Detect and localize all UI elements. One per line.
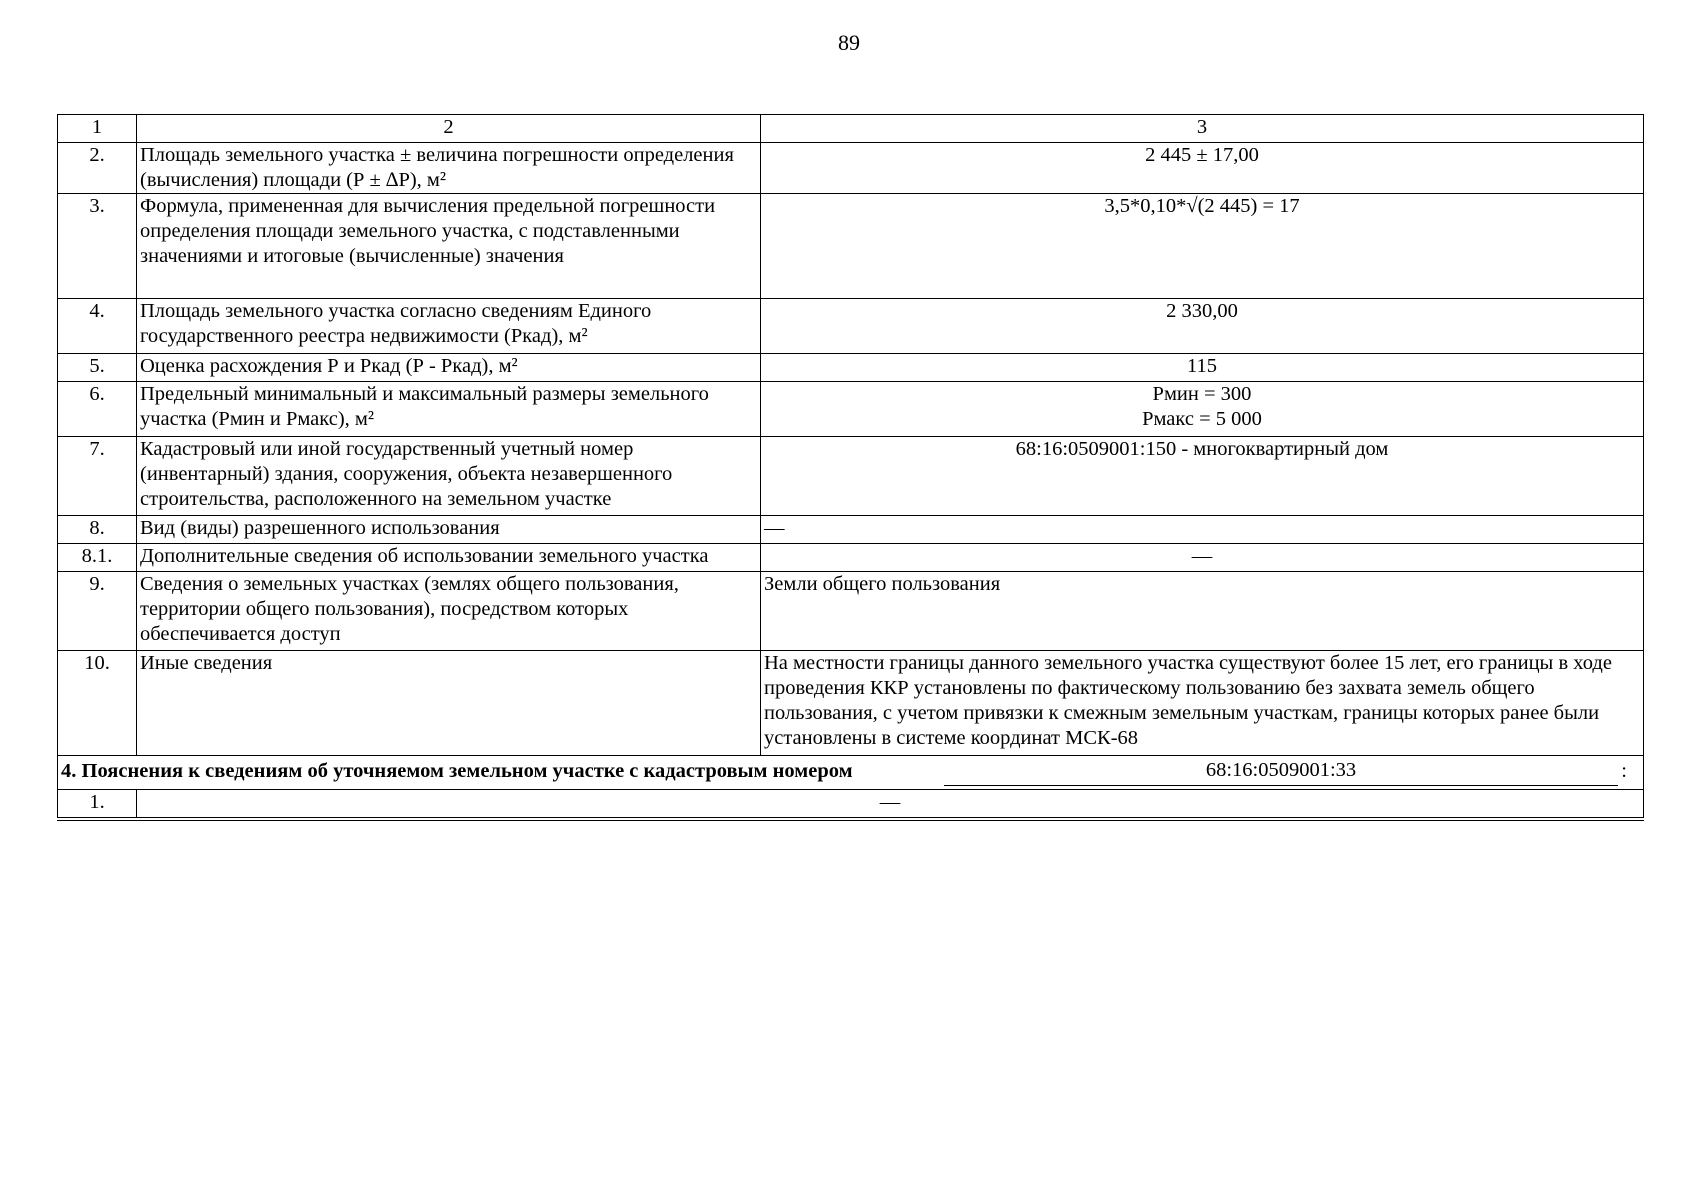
row-value: На местности границы данного земельного участка существуют более 15 лет, его границы в ходе проведения ККР установлены по фактическому пользованию без захвата земель общего пользования, с учетом привязки к смежным земельным участкам, границы которых ранее были установлены в системе координат МСК-68	[761, 651, 1644, 756]
table-row	[58, 354, 1644, 382]
row-label: Вид (виды) разрешенного использования	[137, 516, 761, 544]
table-row	[58, 790, 1644, 820]
row-label: Оценка расхождения Р и Ркад (Р - Ркад), м²	[137, 354, 761, 382]
row-label: Иные сведения	[137, 651, 761, 756]
section-4-header-row	[58, 756, 1644, 790]
table-row	[58, 382, 1644, 437]
row-value: —	[761, 544, 1644, 572]
row-value-line-1: Рмин = 300	[1152, 383, 1252, 405]
land-plot-info-table	[57, 114, 1644, 821]
row-label: Предельный минимальный и максимальный размеры земельного участка (Рмин и Рмакс), м²	[137, 382, 761, 437]
header-col-1: 1	[58, 115, 137, 143]
row-label: Сведения о земельных участках (землях общего пользования, территории общего пользования), посредством которых обеспечивается доступ	[137, 572, 761, 651]
row-number: 6.	[58, 382, 137, 437]
row-number: 10.	[58, 651, 137, 756]
row-value: 68:16:0509001:150 - многоквартирный дом	[761, 437, 1644, 516]
row-value: 2 330,00	[761, 299, 1644, 354]
header-col-2: 2	[137, 115, 761, 143]
section-4-header	[58, 756, 1644, 790]
row-label: Площадь земельного участка ± величина погрешности определения (вычисления) площади (Р ± ∆Р), м²	[137, 143, 761, 194]
page-number: 89	[838, 30, 860, 55]
row-value: 2 445 ± 17,00	[761, 143, 1644, 194]
row-label: Формула, примененная для вычисления предельной погрешности определения площади земельного участка, с подставленными значениями и итоговые (вычисленные) значения	[137, 194, 761, 299]
row-value: 115	[761, 354, 1644, 382]
row-number: 8.1.	[58, 544, 137, 572]
row-value	[761, 382, 1644, 437]
section-4-title: 4. Пояснения к сведениям об уточняемом земельном участке с кадастровым номером	[61, 760, 853, 782]
section-4-colon: :	[1621, 760, 1627, 782]
row-label: Дополнительные сведения об использовании земельного участка	[137, 544, 761, 572]
table-row	[58, 143, 1644, 194]
table-row	[58, 516, 1644, 544]
row-value: 3,5*0,10*√(2 445) = 17	[761, 194, 1644, 299]
table-row	[58, 437, 1644, 516]
table-row	[58, 651, 1644, 756]
row-number: 8.	[58, 516, 137, 544]
row-value: Земли общего пользования	[761, 572, 1644, 651]
header-col-3: 3	[761, 115, 1644, 143]
row-value: —	[761, 516, 1644, 544]
table-row	[58, 299, 1644, 354]
row-number: 9.	[58, 572, 137, 651]
table-row	[58, 194, 1644, 299]
row-number: 2.	[58, 143, 137, 194]
row-label: Кадастровый или иной государственный учетный номер (инвентарный) здания, сооружения, объекта незавершенного строительства, расположенного на земельном участке	[137, 437, 761, 516]
table-row	[58, 572, 1644, 651]
row-number: 7.	[58, 437, 137, 516]
row-value: —	[137, 790, 1644, 820]
row-number: 3.	[58, 194, 137, 299]
row-number: 5.	[58, 354, 137, 382]
table-header-row	[58, 115, 1644, 143]
row-value-line-2: Рмакс = 5 000	[1142, 408, 1262, 430]
cadastral-number: 68:16:0509001:33	[944, 758, 1618, 786]
row-number: 4.	[58, 299, 137, 354]
table-row	[58, 544, 1644, 572]
row-number: 1.	[58, 790, 137, 820]
row-label: Площадь земельного участка согласно сведениям Единого государственного реестра недвижимости (Ркад), м²	[137, 299, 761, 354]
